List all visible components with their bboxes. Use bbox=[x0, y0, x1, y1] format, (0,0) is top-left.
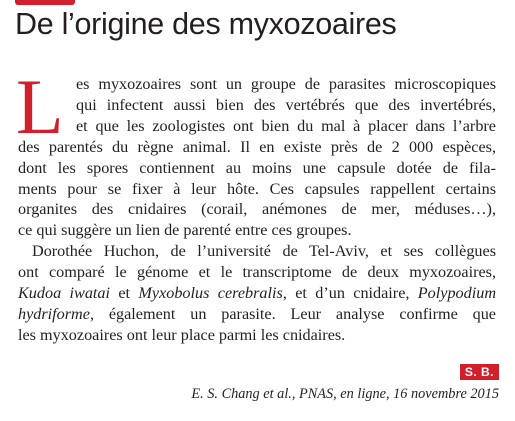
body-line: ont comparé le génome et le transcriptome de deux myxozoaires, bbox=[18, 263, 496, 282]
body-line: organites des cnidaires (corail, anémones de mer, méduses…), bbox=[18, 200, 496, 219]
author-signature-badge: S. B. bbox=[460, 364, 499, 380]
body-line-species bbox=[18, 304, 496, 325]
body-line: es myxozoaires sont un groupe de parasites microscopiques bbox=[76, 75, 496, 93]
body-text: , également un parasite. Leur analyse confirme que bbox=[89, 304, 496, 323]
drop-cap: L bbox=[16, 63, 64, 150]
body-line: ce qui suggère un lien de parenté entre ces groupes. bbox=[18, 221, 352, 240]
species-name: hydriforme bbox=[18, 304, 90, 323]
species-name: Kudoa iwatai bbox=[18, 284, 110, 303]
body-line-species bbox=[18, 283, 496, 304]
article-title: De l’origine des myxozoaires bbox=[15, 7, 397, 41]
body-line: dont les spores contiennent au moins une capsule dotée de fila- bbox=[18, 158, 496, 177]
body-line: et que les zoologistes ont bien du mal à placer dans l’arbre bbox=[76, 116, 496, 135]
category-tag-fragment bbox=[15, 0, 75, 5]
body-line: ments pour se fixer à leur hôte. Ces capsules rappellent certains bbox=[18, 179, 496, 198]
body-line: qui infectent aussi bien des vertébrés que des invertébrés, bbox=[76, 95, 496, 114]
body-text: , et d’un cnidaire, bbox=[282, 284, 418, 303]
body-text: et bbox=[110, 284, 139, 303]
species-name: Polypodium bbox=[417, 284, 497, 303]
species-name: Myxobolus cerebralis bbox=[138, 284, 283, 303]
source-reference: E. S. Chang et al., PNAS, en ligne, 16 novembre 2015 bbox=[191, 386, 499, 402]
article-body bbox=[18, 74, 496, 346]
body-line: Dorothée Huchon, de l’université de Tel-Aviv, et ses collègues bbox=[32, 242, 496, 261]
body-line: les myxozoaires ont leur place parmi les cnidaires. bbox=[18, 325, 346, 344]
body-line: des parentés du règne animal. Il en existe près de 2 000 espèces, bbox=[18, 137, 496, 156]
